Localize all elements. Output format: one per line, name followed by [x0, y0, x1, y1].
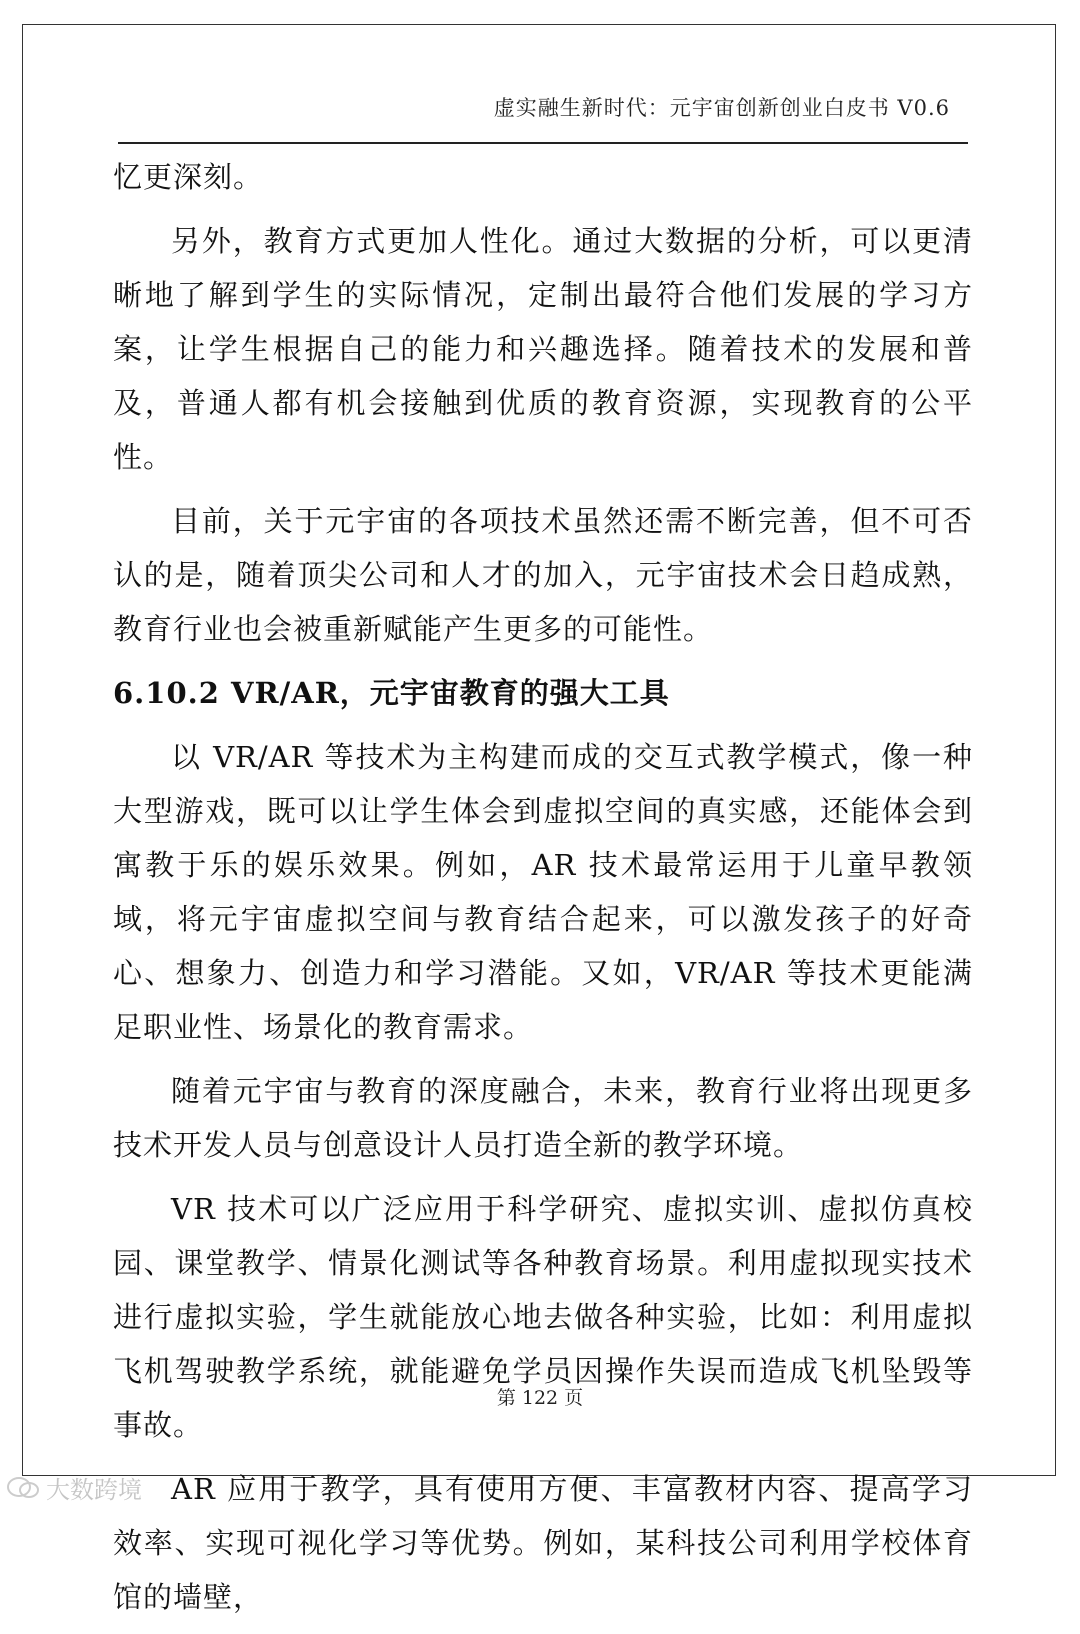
- paragraph-personalized-education: 另外，教育方式更加人性化。通过大数据的分析，可以更清晰地了解到学生的实际情况，定制出最符合他们发展的学习方案，让学生根据自己的能力和兴趣选择。随着技术的发展和普及，普通人都有机会接触到优质的教育资源，实现教育的公平性。: [113, 224, 973, 474]
- paragraph-ar-applications: AR 应用于教学，具有使用方便、丰富教材内容、提高学习效率、实现可视化学习等优势。例如，某科技公司利用学校体育馆的墙壁，: [113, 1472, 973, 1614]
- paragraph-interactive-teaching: 以 VR/AR 等技术为主构建而成的交互式教学模式，像一种大型游戏，既可以让学生体会到虚拟空间的真实感，还能体会到寓教于乐的娱乐效果。例如，AR 技术最常运用于儿童早教领域，将元宇宙虚拟空间与教育结合起来，可以激发孩子的好奇心、想象力、创造力和学习潜能。又如，VR/AR 等技术更能满足职业性、场景化的教育需求。: [113, 740, 973, 1044]
- page-number: 第 122 页: [496, 1387, 584, 1409]
- paragraph-technology-outlook: 目前，关于元宇宙的各项技术虽然还需不断完善，但不可否认的是，随着顶尖公司和人才的加入，元宇宙技术会日趋成熟，教育行业也会被重新赋能产生更多的可能性。: [113, 504, 973, 646]
- running-header-title: 虚实融生新时代：元宇宙创新创业白皮书 V0.6: [493, 96, 950, 120]
- paragraph-continuation: 忆更深刻。: [113, 160, 264, 194]
- chat-bubble-icon: [6, 1475, 40, 1501]
- watermark-text: 大数跨境: [46, 1476, 142, 1504]
- section-heading: 6.10.2 VR/AR，元宇宙教育的强大工具: [113, 676, 670, 710]
- header-divider: [118, 142, 968, 144]
- watermark: [6, 1470, 142, 1505]
- paragraph-deep-integration: 随着元宇宙与教育的深度融合，未来，教育行业将出现更多技术开发人员与创意设计人员打造全新的教学环境。: [113, 1074, 973, 1162]
- page-body: [113, 150, 973, 1634]
- paragraph-vr-applications: VR 技术可以广泛应用于科学研究、虚拟实训、虚拟仿真校园、课堂教学、情景化测试等各种教育场景。利用虚拟现实技术进行虚拟实验，学生就能放心地去做各种实验，比如：利用虚拟飞机驾驶教学系统，就能避免学员因操作失误而造成飞机坠毁等事故。: [113, 1192, 973, 1442]
